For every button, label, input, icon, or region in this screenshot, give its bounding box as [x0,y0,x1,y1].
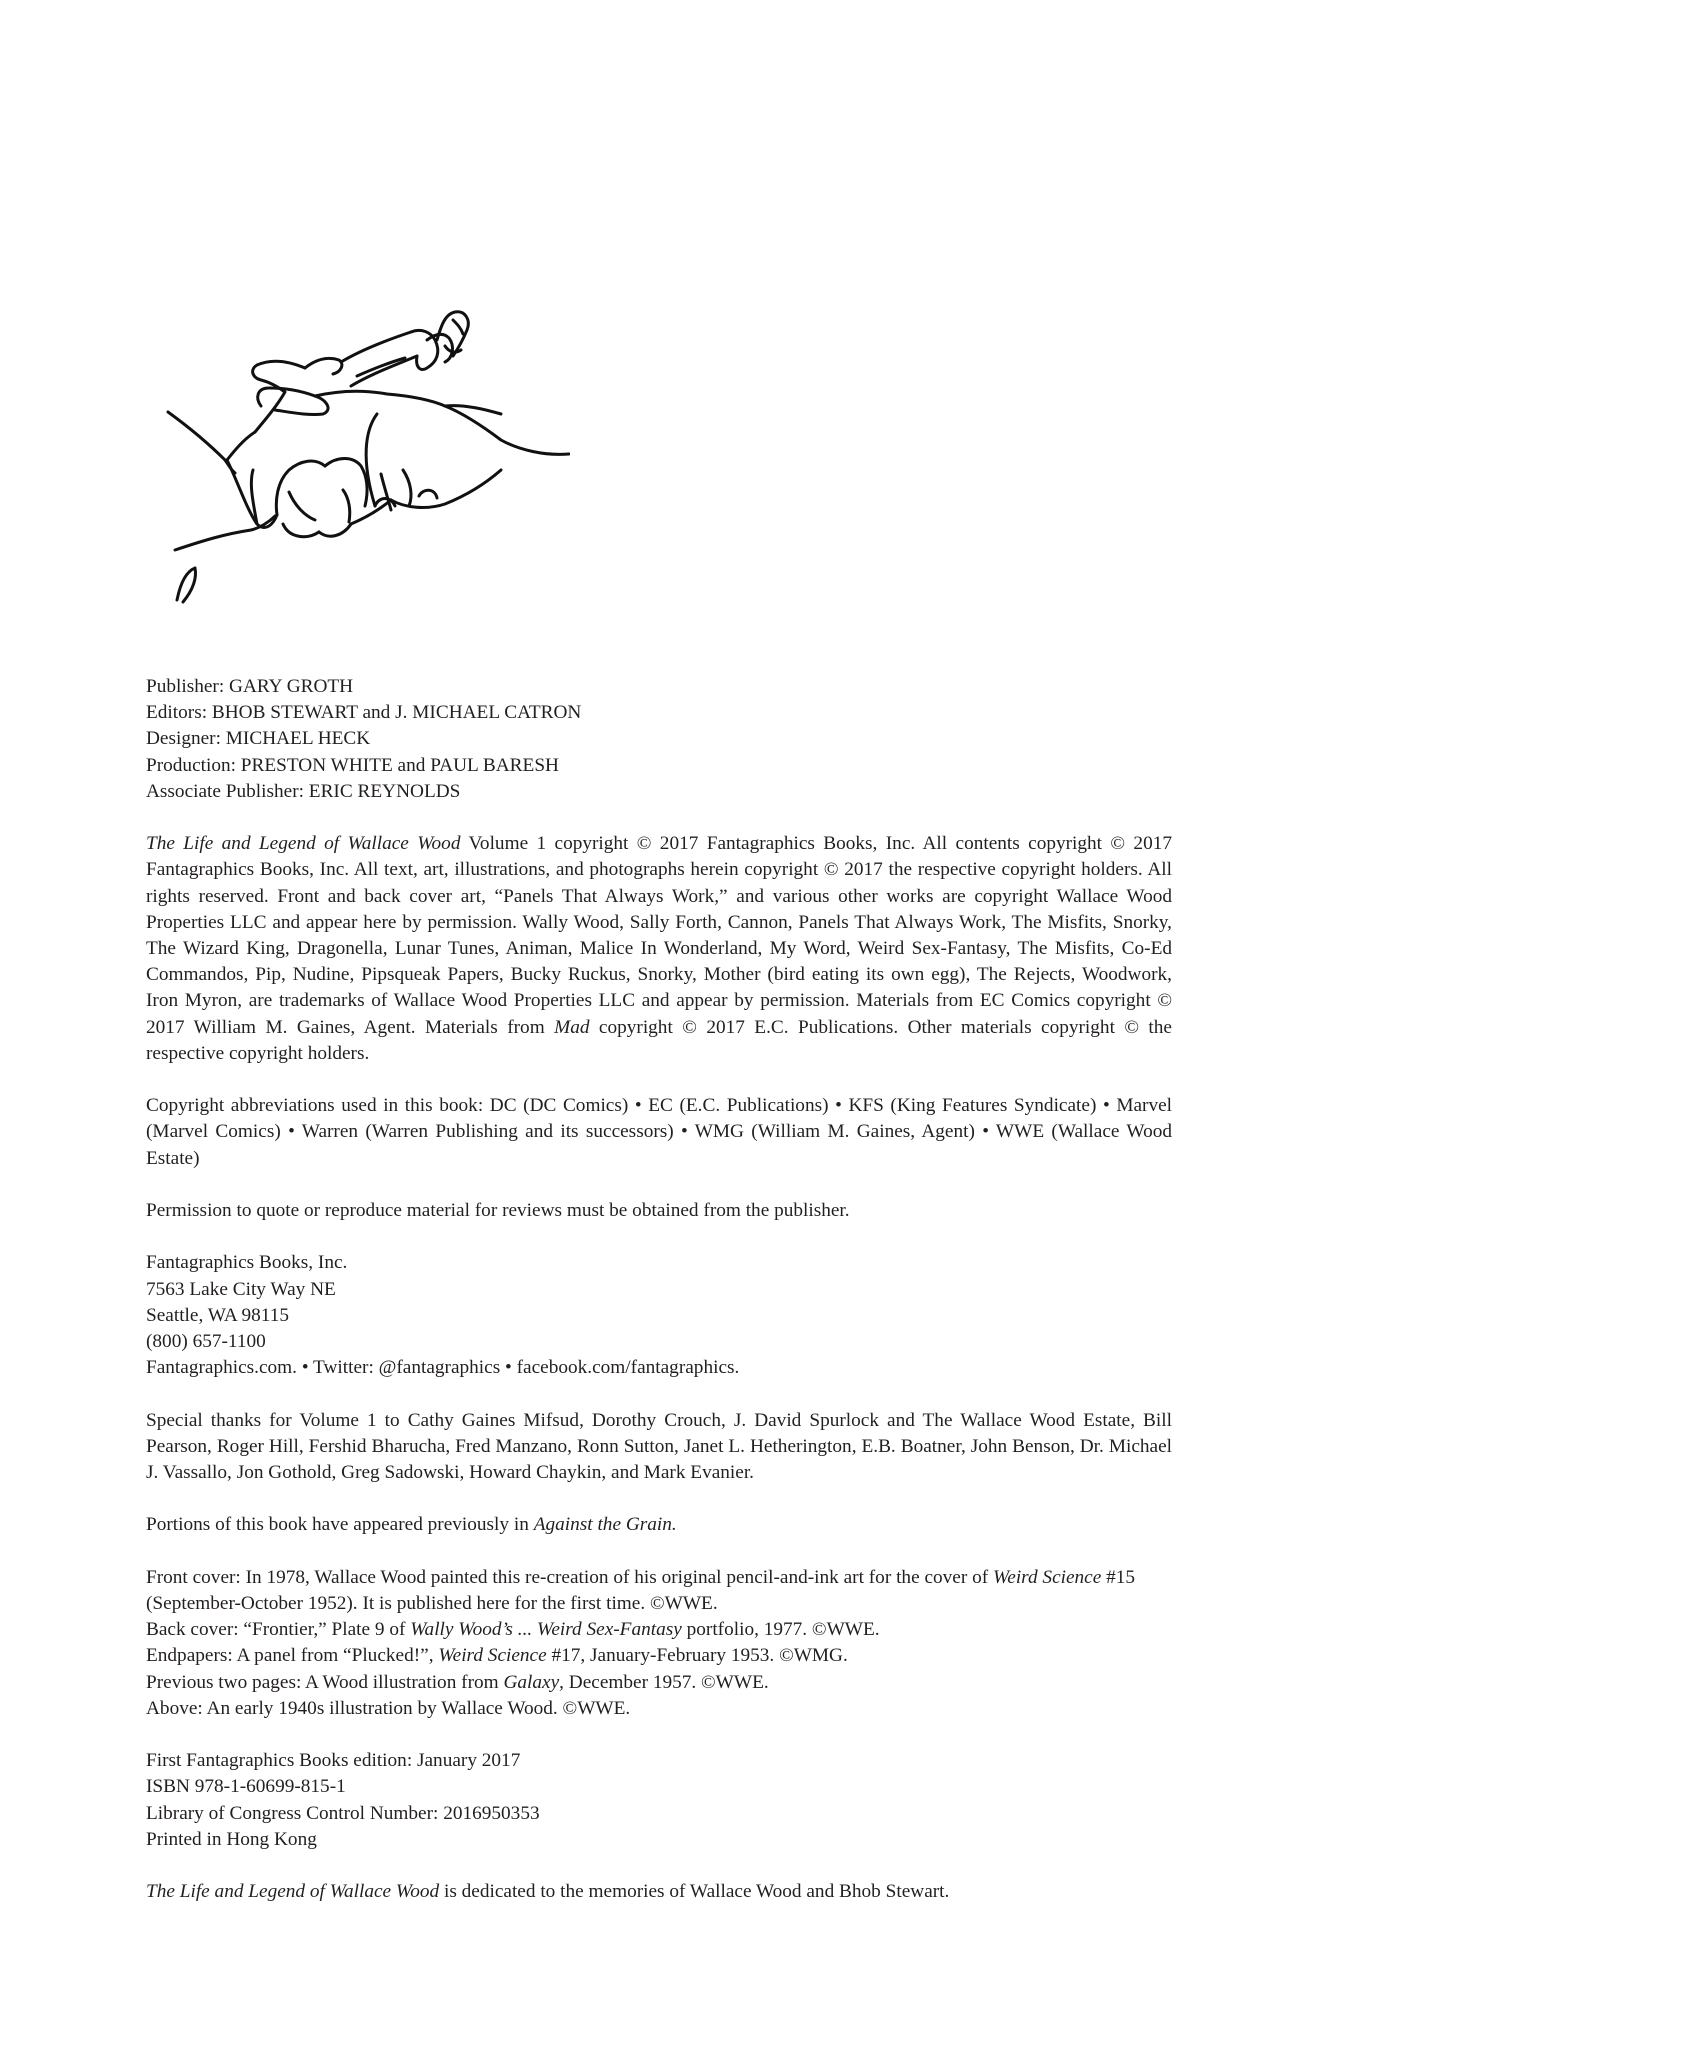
abbreviations-text: Copyright abbreviations used in this book: DC (DC Comics) • EC (E.C. Publications) • KFS (King Features Syndicate) • Marvel (Marvel Comics) • Warren (Warren Publishing and its successors) • WMG (William M. Gaines, Agent) • WWE (Wallace Wood Estate) [146,1095,1172,1169]
address-web: Fantagraphics.com. • Twitter: @fantagraphics • facebook.com/fantagraphics. [146,1357,740,1379]
credit-production: Production: PRESTON WHITE and PAUL BARESH [146,754,559,776]
permission-block [146,1198,1172,1224]
copyright-text-part2: copyright © 2017 E.C. Publications. Other materials copyright © the respective copyright holders. [146,1016,1172,1064]
edition-isbn: ISBN 978-1-60699-815-1 [146,1776,346,1798]
credit-associate-publisher: Associate Publisher: ERIC REYNOLDS [146,780,461,802]
caption-back-cover: Back cover: “Frontier,” Plate 9 of Wally Wood’s ... Weird Sex-Fantasy portfolio, 1977. ©WWE. [146,1619,880,1641]
caption-above: Above: An early 1940s illustration by Wallace Wood. ©WWE. [146,1697,631,1719]
caption-previous-pages: Previous two pages: A Wood illustration from Galaxy, December 1957. ©WWE. [146,1671,769,1693]
dedication-text: is dedicated to the memories of Wallace Wood and Bhob Stewart. [439,1881,950,1903]
against-the-grain-title: Against the Grain. [533,1514,677,1536]
mad-title: Mad [554,1016,590,1038]
portions-block [146,1512,1172,1538]
address-phone: (800) 657-1100 [146,1331,266,1353]
dedication-title: The Life and Legend of Wallace Wood [146,1881,440,1903]
edition-lccn: Library of Congress Control Number: 2016950353 [146,1802,540,1824]
thanks-text: Special thanks for Volume 1 to Cathy Gaines Mifsud, Dorothy Crouch, J. David Spurlock and The Wallace Wood Estate, Bill Pearson, Roger Hill, Fershid Bharucha, Fred Manzano, Ronn Sutton, Janet L. Hetherington, E.B. Boatner, John Benson, Dr. Michael J. Vassallo, Jon Gothold, Greg Sadowski, Howard Chaykin, and Mark Evanier. [146,1409,1172,1484]
colophon-text [146,674,1172,1932]
dedication [146,1879,1172,1905]
address-street: 7563 Lake City Way NE [146,1278,336,1300]
credits-block [146,674,1172,805]
credit-publisher: Publisher: GARY GROTH [146,676,354,697]
credit-editors: Editors: BHOB STEWART and J. MICHAEL CATRON [146,702,582,724]
edition-printed: Printed in Hong Kong [146,1828,317,1850]
copyright-text-part1: Volume 1 copyright © 2017 Fantagraphics Books, Inc. All contents copyright © 2017 Fantagraphics Books, Inc. All text, art, illustrations, and photographs herein copyright © 2017 the respective copyright holders. All rights reserved. Front and back cover art, “Panels That Always Work,” and various other works are copyright Wallace Wood Properties LLC and appear here by permission. Wally Wood, Sally Forth, Cannon, Panels That Always Work, The Misfits, Snorky, The Wizard King, Dragonella, Lunar Tunes, Animan, Malice In Wonderland, My Word, Weird Sex-Fantasy, The Misfits, Co-Ed Commandos, Pip, Nudine, Pipsqueak Papers, Bucky Ruckus, Snorky, Mother (bird eating its own egg), The Rejects, Woodwork, Iron Myron, are trademarks of Wallace Wood Properties LLC and appear by permission. Materials from EC Comics copyright © 2017 William M. Gaines, Agent. Materials from [146,833,1172,1038]
edition-first: First Fantagraphics Books edition: January 2017 [146,1750,521,1772]
permission-text: Permission to quote or reproduce material for reviews must be obtained from the publisher. [146,1200,850,1222]
caption-endpapers: Endpapers: A panel from “Plucked!”, Weird Science #17, January-February 1953. ©WMG. [146,1645,848,1667]
address-company: Fantagraphics Books, Inc. [146,1252,348,1274]
copyright-notice [146,831,1172,1067]
caption-front-cover-line2: (September-October 1952). It is published here for the first time. ©WWE. [146,1593,718,1614]
book-title: The Life and Legend of Wallace Wood [146,833,461,855]
address-city: Seattle, WA 98115 [146,1304,289,1326]
credit-designer: Designer: MICHAEL HECK [146,728,371,750]
portions-text: Portions of this book have appeared previously in [146,1514,534,1536]
cover-captions [146,1565,1172,1722]
edition-info [146,1748,1172,1853]
abbreviations-block [146,1093,1172,1172]
hand-holding-pen-icon [165,310,570,620]
publisher-address [146,1250,1172,1381]
caption-front-cover: Front cover: In 1978, Wallace Wood painted this re-creation of his original pencil-and-ink art for the cover of Weird Science #15 [146,1566,1136,1588]
thanks-block [146,1408,1172,1487]
